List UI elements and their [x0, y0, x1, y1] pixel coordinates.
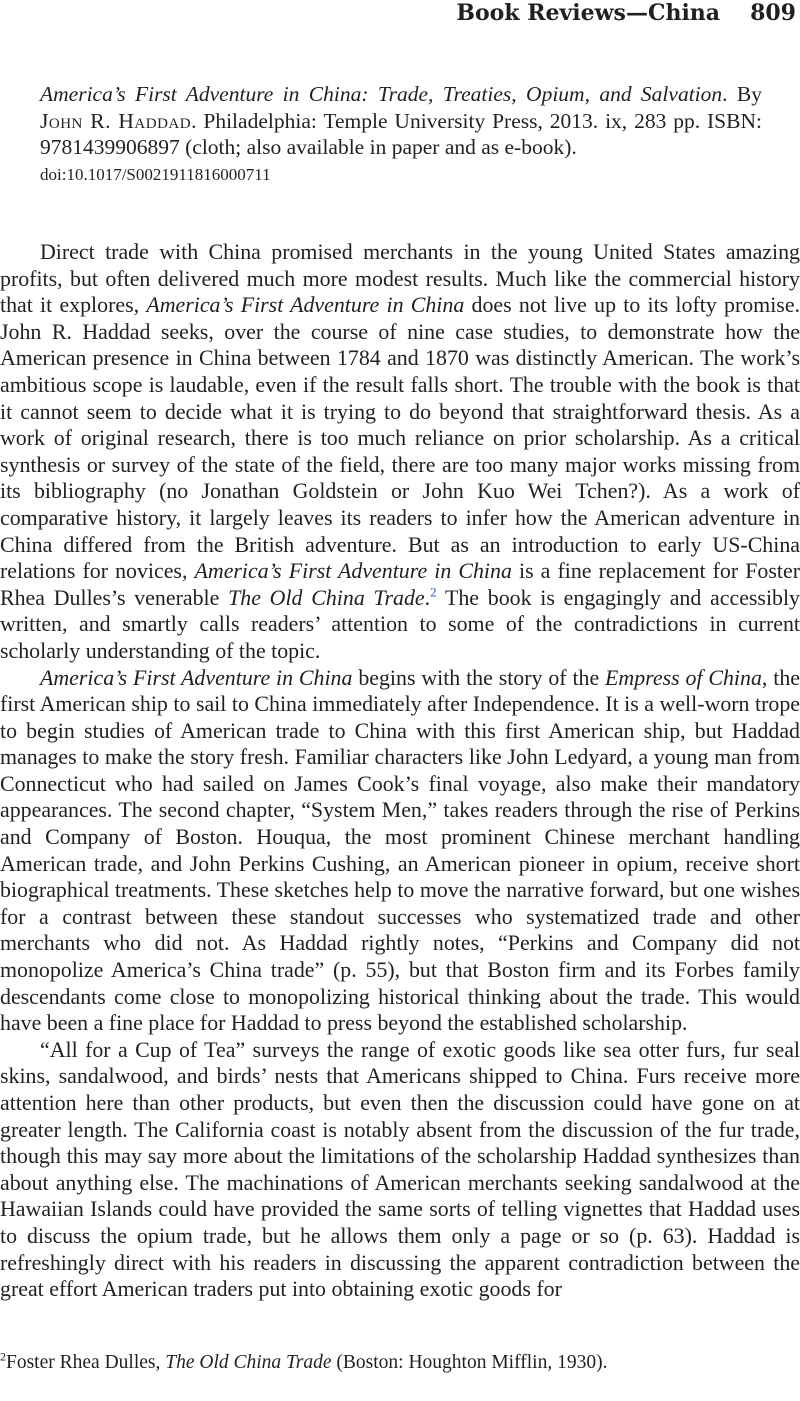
- paragraph-3: [0, 1037, 800, 1303]
- paragraph-2: [0, 665, 800, 1037]
- italic-title: America’s First Adventure in China: [40, 664, 353, 690]
- text-run: begins with the story of the: [352, 664, 606, 690]
- text-run: does not live up to its lofty promise. John R. Haddad seeks, over the course of nine case studies, to demonstrate how the American presence in China between 1784 and 1870 was distinctly American. The work’s ambitious scope is laudable, even if the result falls short. The trouble with the book is that it cannot seem to decide what it is trying to do beyond that straightforward thesis. As a work of original research, there is too much reliance on prior scholarship. As a critical synthesis or survey of the state of the field, there are too many major works missing from its bibliography (no Jonathan Goldstein or John Kuo Wei Tchen?). As a work of comparative history, it largely leaves its readers to infer how the American adventure in China differed from the British adventure. But as an introduction to early US-China relations for novices,: [0, 292, 800, 584]
- footnote-text: (Boston: Houghton Mifflin, 1930).: [331, 1352, 608, 1373]
- book-author: John R. Haddad: [40, 108, 192, 133]
- text-run: is a fine replacement for Foster Rhea Dulles’s venerable: [0, 558, 800, 610]
- text-run: Direct trade with China promised merchants in the young United States amazing profits, but often delivered much more modest results. Much like the commercial history that it explores,: [0, 239, 800, 318]
- text-run: .: [424, 584, 431, 610]
- italic-title: Empress of China: [605, 664, 762, 690]
- paragraph-1: [0, 239, 800, 665]
- review-body: [0, 239, 800, 1303]
- italic-title: America’s First Adventure in China: [194, 558, 512, 584]
- doi-link[interactable]: doi:10.1017/S0021911816000711: [40, 164, 271, 184]
- text-run: , the first American ship to sail to China immediately after Independence. It is a well-worn trope to begin studies of American trade to China with this first American ship, but Haddad manages to make the story fresh. Familiar characters like John Ledyard, a young man from Connecticut who had sailed on James Cook’s final voyage, also make their mandatory appearances. The second chapter, “System Men,” takes readers through the rise of Perkins and Company of Boston. Houqua, the most prominent Chinese merchant handling American trade, and John Perkins Cushing, an American pioneer in opium, receive short biographical treatments. These sketches help to move the narrative forward, but one wishes for a contrast between these standout successes who systematized trade and other merchants who did not. As Haddad rightly notes, “Perkins and Company did not monopolize America’s China trade” (p. 55), but that Boston firm and its Forbes family descendants come close to monopolizing historical thinking about the trade. This would have been a fine place for Haddad to press beyond the established scholarship.: [0, 664, 800, 1036]
- footnote-ref-link[interactable]: 2: [430, 584, 437, 600]
- text-run: The book is engagingly and accessibly written, and smartly calls readers’ attention to some of the contradictions in current scholarly understanding of the topic.: [0, 584, 800, 663]
- running-head: [456, 0, 796, 26]
- footnote-number: 2: [0, 1349, 6, 1364]
- publication-details: . Philadelphia: Temple University Press, 2013. ix, 283 pp. ISBN: 9781439906897 (cloth; also available in paper and as e-book).: [40, 108, 762, 159]
- footnote-text: Foster Rhea Dulles,: [6, 1352, 166, 1373]
- book-title: America’s First Adventure in China: Trade, Treaties, Opium, and Salvation: [40, 82, 723, 106]
- italic-title: The Old China Trade: [228, 584, 425, 610]
- page-number: 809: [750, 0, 796, 26]
- citation-by: . By: [722, 82, 762, 106]
- footnote: [0, 1350, 800, 1376]
- text-run: “All for a Cup of Tea” surveys the range of exotic goods like sea otter furs, fur seal skins, sandalwood, and birds’ nests that Americans shipped to China. Furs receive more attention here than other products, but even then the discussion could have gone on at greater length. The California coast is notably absent from the discussion of the fur trade, though this may say more about the limitations of the scholarship Haddad synthesizes than about anything else. The machinations of American merchants seeking sandalwood at the Hawaiian Islands could have provided the same sorts of telling vignettes that Haddad uses to discuss the opium trade, but he allows them only a page or so (p. 63). Haddad is refreshingly direct with his readers in discussing the apparent contradiction between the great effort American traders put into obtaining exotic goods for: [0, 1036, 800, 1302]
- italic-title: America’s First Adventure in China: [146, 292, 465, 318]
- book-citation: [40, 81, 762, 188]
- footnote-title: The Old China Trade: [165, 1352, 332, 1373]
- section-title: Book Reviews—China: [456, 0, 721, 26]
